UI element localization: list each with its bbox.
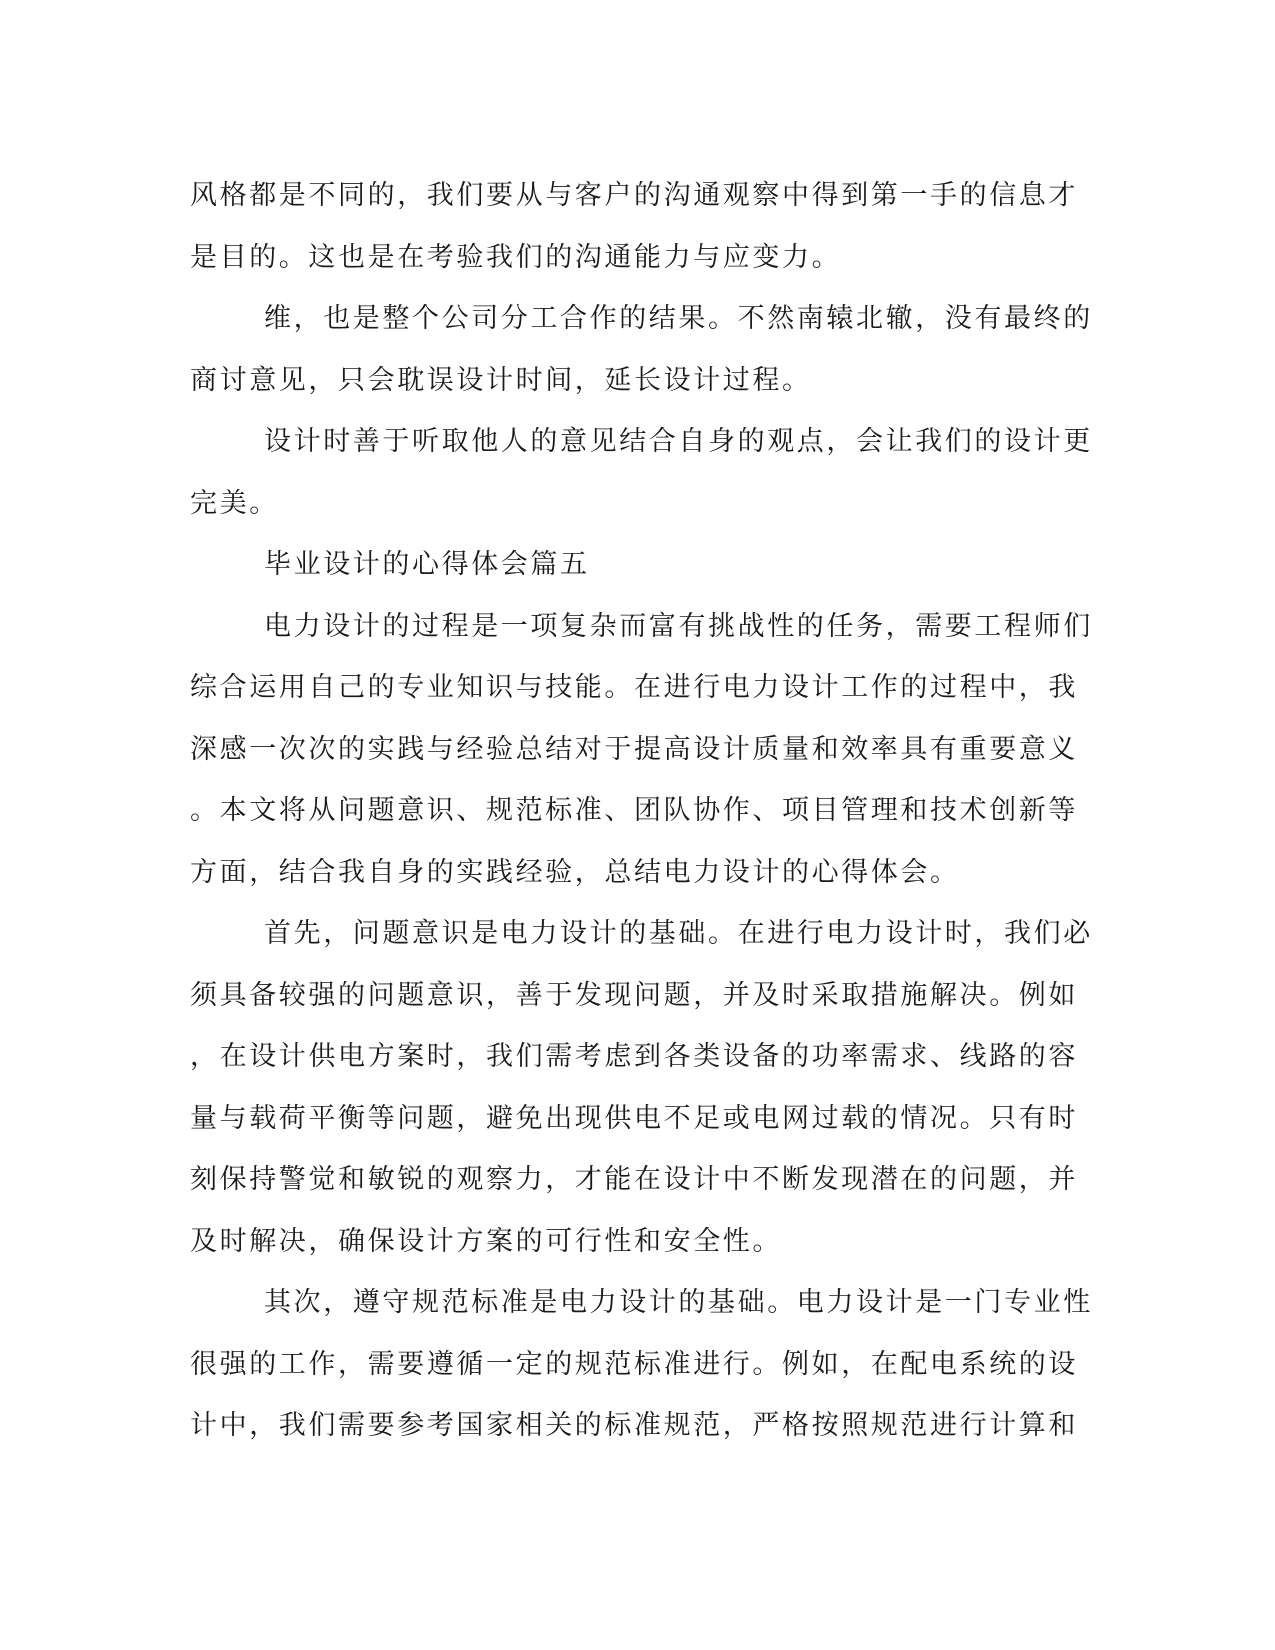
text-line: 设计时善于听取他人的意见结合自身的观点，会让我们的设计更 <box>264 426 1093 457</box>
text-line: 须具备较强的问题意识，善于发现问题，并及时采取措施解决。例如 <box>190 979 1078 1011</box>
text-line: 很强的工作，需要遵循一定的规范标准进行。例如，在配电系统的设 <box>190 1348 1078 1380</box>
text-line: 电力设计的过程是一项复杂而富有挑战性的任务，需要工程师们 <box>264 610 1093 642</box>
text-line: ，在设计供电方案时，我们需考虑到各类设备的功率需求、线路的容 <box>190 1041 1078 1072</box>
text-line: 维，也是整个公司分工合作的结果。不然南辕北辙，没有最终的 <box>264 303 1093 334</box>
text-line: 完美。 <box>190 487 279 519</box>
text-line: 深感一次次的实践与经验总结对于提高设计质量和效率具有重要意义 <box>190 733 1078 765</box>
text-line: 其次，遵守规范标准是电力设计的基础。电力设计是一门专业性 <box>264 1287 1093 1318</box>
text-line: 风格都是不同的，我们要从与客户的沟通观察中得到第一手的信息才 <box>190 180 1078 211</box>
text-line: 。本文将从问题意识、规范标准、团队协作、项目管理和技术创新等 <box>190 795 1078 826</box>
text-line: 量与载荷平衡等问题，避免出现供电不足或电网过载的情况。只有时 <box>190 1102 1078 1134</box>
text-line: 是目的。这也是在考验我们的沟通能力与应变力。 <box>190 241 842 273</box>
text-line: 方面，结合我自身的实践经验，总结电力设计的心得体会。 <box>190 856 960 888</box>
text-line: 商讨意见，只会耽误设计时间，延长设计过程。 <box>190 364 812 396</box>
text-line: 刻保持警觉和敏锐的观察力，才能在设计中不断发现潜在的问题，并 <box>190 1164 1078 1195</box>
section-heading: 毕业设计的心得体会篇五 <box>264 549 590 580</box>
text-line: 计中，我们需要参考国家相关的标准规范，严格按照规范进行计算和 <box>190 1410 1078 1441</box>
text-line: 首先，问题意识是电力设计的基础。在进行电力设计时，我们必 <box>264 918 1093 949</box>
document-text-body <box>190 165 1093 1457</box>
text-line: 综合运用自己的专业知识与技能。在进行电力设计工作的过程中，我 <box>190 672 1078 703</box>
text-line: 及时解决，确保设计方案的可行性和安全性。 <box>190 1225 782 1257</box>
